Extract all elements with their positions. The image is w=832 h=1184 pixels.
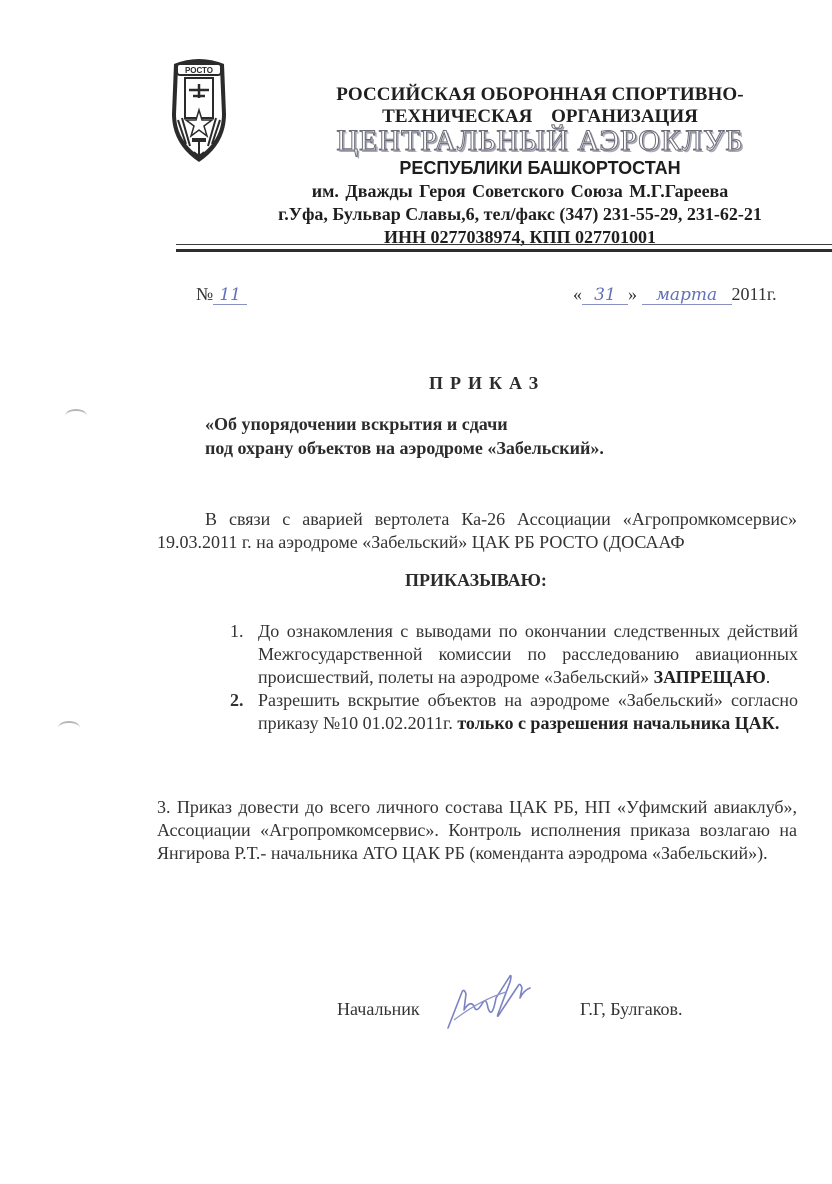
org-name-line2: ТЕХНИЧЕСКАЯ ОРГАНИЗАЦИЯ — [382, 106, 698, 127]
emblem-shield-icon — [168, 54, 230, 164]
republic-name: РЕСПУБЛИКИ БАШКОРТОСТАН — [399, 158, 681, 178]
punch-hole-mark — [58, 721, 80, 735]
tax-ids: ИНН 0277038974, КПП 027701001 — [383, 227, 657, 247]
item-text — [258, 620, 798, 689]
punch-hole-mark — [65, 409, 87, 423]
date-month-handwritten: марта — [642, 286, 732, 305]
header-rule-thin — [176, 244, 832, 245]
intro-paragraph: В связи с аварией вертолета Ка-26 Ассоциации «Агропромкомсервис» 19.03.2011 г. на аэродроме «Забельский» ЦАК РБ РОСТО (ДОСААФ — [157, 509, 797, 552]
order-number — [196, 284, 247, 305]
org-name-line1: РОССИЙСКАЯ ОБОРОННАЯ СПОРТИВНО- — [336, 84, 744, 105]
subject-line-1: «Об упорядочении вскрытия и сдачи — [205, 414, 508, 434]
order-item — [230, 620, 798, 689]
signatory-name: Г.Г, Булгаков. — [580, 999, 683, 1019]
order-date — [573, 284, 777, 305]
item-text-body: До ознакомления с выводами по окончании следственных действий Межгосударственной комиссии по расследованию авиационных происшествий, полеты на аэродроме «Забельский» — [258, 621, 798, 687]
rosto-emblem — [168, 54, 230, 164]
named-after: им. Дважды Героя Советского Союза М.Г.Гареева — [311, 181, 729, 201]
subject-line-2: под охрану объектов на аэродроме «Забельский». — [205, 438, 604, 458]
order-number-handwritten: 11 — [213, 286, 247, 305]
item-text — [258, 689, 798, 735]
item-punct: . — [765, 667, 771, 687]
signatory-role: Начальник — [337, 999, 420, 1019]
svg-text:РОСТО: РОСТО — [185, 66, 213, 75]
item-emphasis: ЗАПРЕЩАЮ — [653, 667, 766, 687]
item-text-body: Разрешить вскрытие объектов на аэродроме «Забельский» согласно приказу №10 01.02.2011г. — [258, 690, 798, 733]
paragraph-3: 3. Приказ довести до всего личного состава ЦАК РБ, НП «Уфимский авиаклуб», Ассоциации «Агропромкомсервис». Контроль исполнения приказа возлагаю на Янгирова Р.Т.- начальника АТО ЦАК РБ (коменданта аэродрома «Забельский»). — [157, 797, 797, 863]
date-day-handwritten: 31 — [582, 286, 628, 305]
order-items-list — [230, 620, 798, 735]
document-subject — [205, 412, 765, 460]
date-year: 2011г. — [731, 284, 777, 304]
club-name: ЦЕНТРАЛЬНЫЙ АЭРОКЛУБ — [336, 124, 744, 157]
header-rule-thick — [176, 249, 832, 252]
item-number: 1. — [230, 621, 244, 641]
document-title: ПРИКАЗ — [429, 373, 546, 393]
date-open-quote: « — [573, 284, 582, 304]
decree-heading: ПРИКАЗЫВАЮ: — [405, 570, 547, 590]
item-number: 2. — [230, 690, 244, 710]
item-emphasis: только с разрешения начальника ЦАК. — [457, 713, 780, 733]
order-item — [230, 689, 798, 735]
date-close-quote: » — [628, 284, 637, 304]
signature-scribble-icon — [440, 970, 560, 1035]
number-prefix: № — [196, 284, 214, 304]
address-line: г.Уфа, Бульвар Славы,6, тел/факс (347) 231-55-29, 231-62-21 — [278, 204, 762, 224]
handwritten-signature — [440, 970, 560, 1035]
